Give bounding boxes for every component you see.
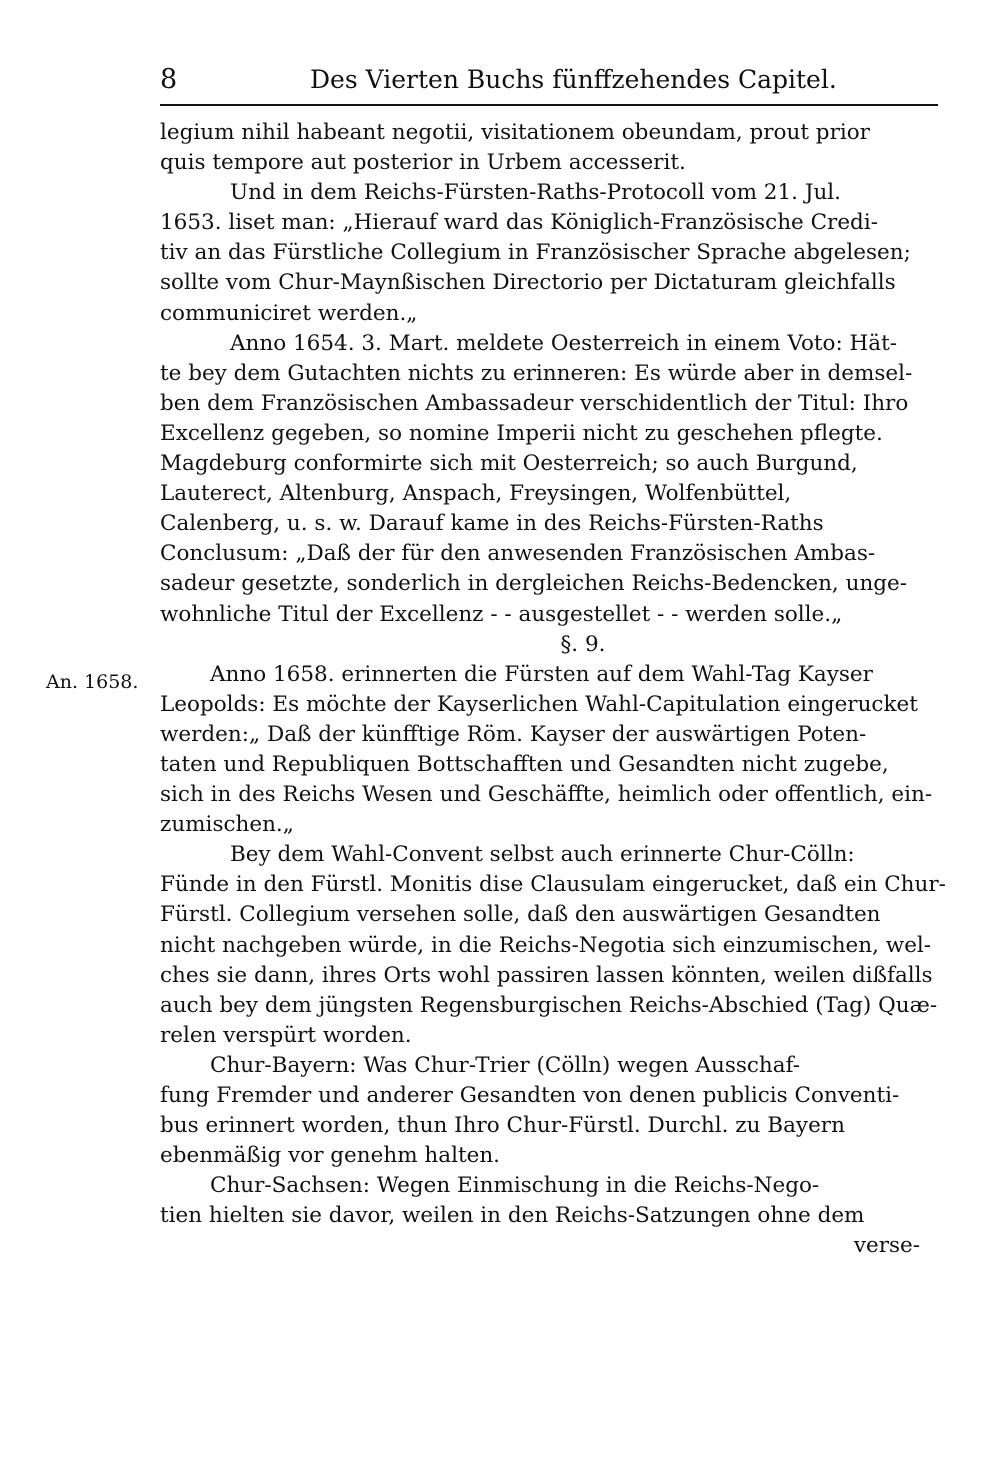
text-line: Fürstl. Collegium versehen solle, daß den auswärtigen Gesandten: [160, 902, 881, 928]
text-line: ben dem Französischen Ambassadeur verschidentlich der Titul: Ihro: [160, 390, 909, 416]
text-line: taten und Republiquen Bottschafften und Gesandten nicht zugebe,: [160, 751, 889, 777]
text-line: Chur-Bayern: Was Chur-Trier (Cölln) wegen Ausschaf-: [210, 1052, 801, 1078]
text-line: Bey dem Wahl-Convent selbst auch erinnerte Chur-Cölln:: [230, 842, 855, 868]
text-line: sich in des Reichs Wesen und Geschäffte, heimlich oder offentlich, ein-: [160, 782, 933, 808]
page-header: [160, 58, 940, 102]
text-line: relen verspürt worden.: [160, 1022, 412, 1048]
text-line: ches sie dann, ihres Orts wohl passiren lassen könnten, weilen dißfalls: [160, 962, 933, 988]
text-line: Chur-Sachsen: Wegen Einmischung in die Reichs-Nego-: [210, 1173, 820, 1199]
text-line: Anno 1658. erinnerten die Fürsten auf dem Wahl-Tag Kayser: [210, 661, 873, 687]
text-line: wohnliche Titul der Excellenz - - ausgestellet - - werden solle.„: [160, 601, 843, 627]
text-line: tiv an das Fürstliche Collegium in Französischer Sprache abgelesen;: [160, 240, 911, 266]
text-line: sadeur gesetzte, sonderlich in dergleichen Reichs-Bedencken, unge-: [160, 571, 908, 597]
text-line: bus erinnert worden, thun Ihro Chur-Fürstl. Durchl. zu Bayern: [160, 1113, 845, 1139]
text-line: sollte vom Chur-Maynßischen Directorio per Dictaturam gleichfalls: [160, 270, 896, 296]
text-line: Leopolds: Es möchte der Kayserlichen Wahl-Capitulation eingerucket: [160, 691, 918, 717]
text-line: nicht nachgeben würde, in die Reichs-Negotia sich einzumischen, wel-: [160, 932, 932, 958]
text-line: Und in dem Reichs-Fürsten-Raths-Protocoll vom 21. Jul.: [230, 180, 841, 206]
text-line: Magdeburg conformirte sich mit Oesterreich; so auch Burgund,: [160, 451, 858, 477]
catchword: verse-: [853, 1233, 920, 1259]
text-line: Lauterect, Altenburg, Anspach, Freysingen, Wolfenbüttel,: [160, 481, 792, 507]
text-line: zumischen.„: [160, 812, 294, 838]
text-line: werden:„ Daß der künfftige Röm. Kayser der auswärtigen Poten-: [160, 721, 867, 747]
text-line: communiciret werden.„: [160, 300, 418, 326]
text-line: legium nihil habeant negotii, visitationem obeundam, prout prior: [160, 120, 870, 145]
text-line: Conclusum: „Daß der für den anwesenden Französischen Ambas-: [160, 541, 876, 567]
text-line: Excellenz gegeben, so nomine Imperii nicht zu geschehen pflegte.: [160, 420, 883, 446]
header-rule: [160, 104, 938, 106]
text-line: Calenberg, u. s. w. Darauf kame in des Reichs-Fürsten-Raths: [160, 511, 824, 537]
body-text: [160, 118, 946, 1262]
page-number: 8: [160, 64, 178, 95]
text-line: tien hielten sie davor, weilen in den Reichs-Satzungen ohne dem: [160, 1203, 865, 1229]
running-head: Des Vierten Buchs fünffzehendes Capitel.: [310, 65, 837, 94]
text-line: auch bey dem jüngsten Regensburgischen Reichs-Abschied (Tag) Quæ-: [160, 992, 938, 1018]
text-line: 1653. liset man: „Hierauf ward das Königlich-Französische Credi-: [160, 210, 878, 236]
text-line: Fünde in den Fürstl. Monitis dise Clausulam eingerucket, daß ein Chur-: [160, 872, 946, 898]
text-line: ebenmäßig vor genehm halten.: [160, 1143, 501, 1169]
text-line: quis tempore aut posterior in Urbem accesserit.: [160, 150, 686, 176]
section-heading: §. 9.: [560, 631, 606, 657]
text-line: fung Fremder und anderer Gesandten von denen publicis Conventi-: [160, 1083, 900, 1108]
text-line: Anno 1654. 3. Mart. meldete Oesterreich in einem Voto: Hät-: [230, 330, 898, 356]
margin-note-year: An. 1658.: [46, 671, 139, 693]
text-line: te bey dem Gutachten nichts zu erinneren: Es würde aber in demsel-: [160, 360, 913, 386]
